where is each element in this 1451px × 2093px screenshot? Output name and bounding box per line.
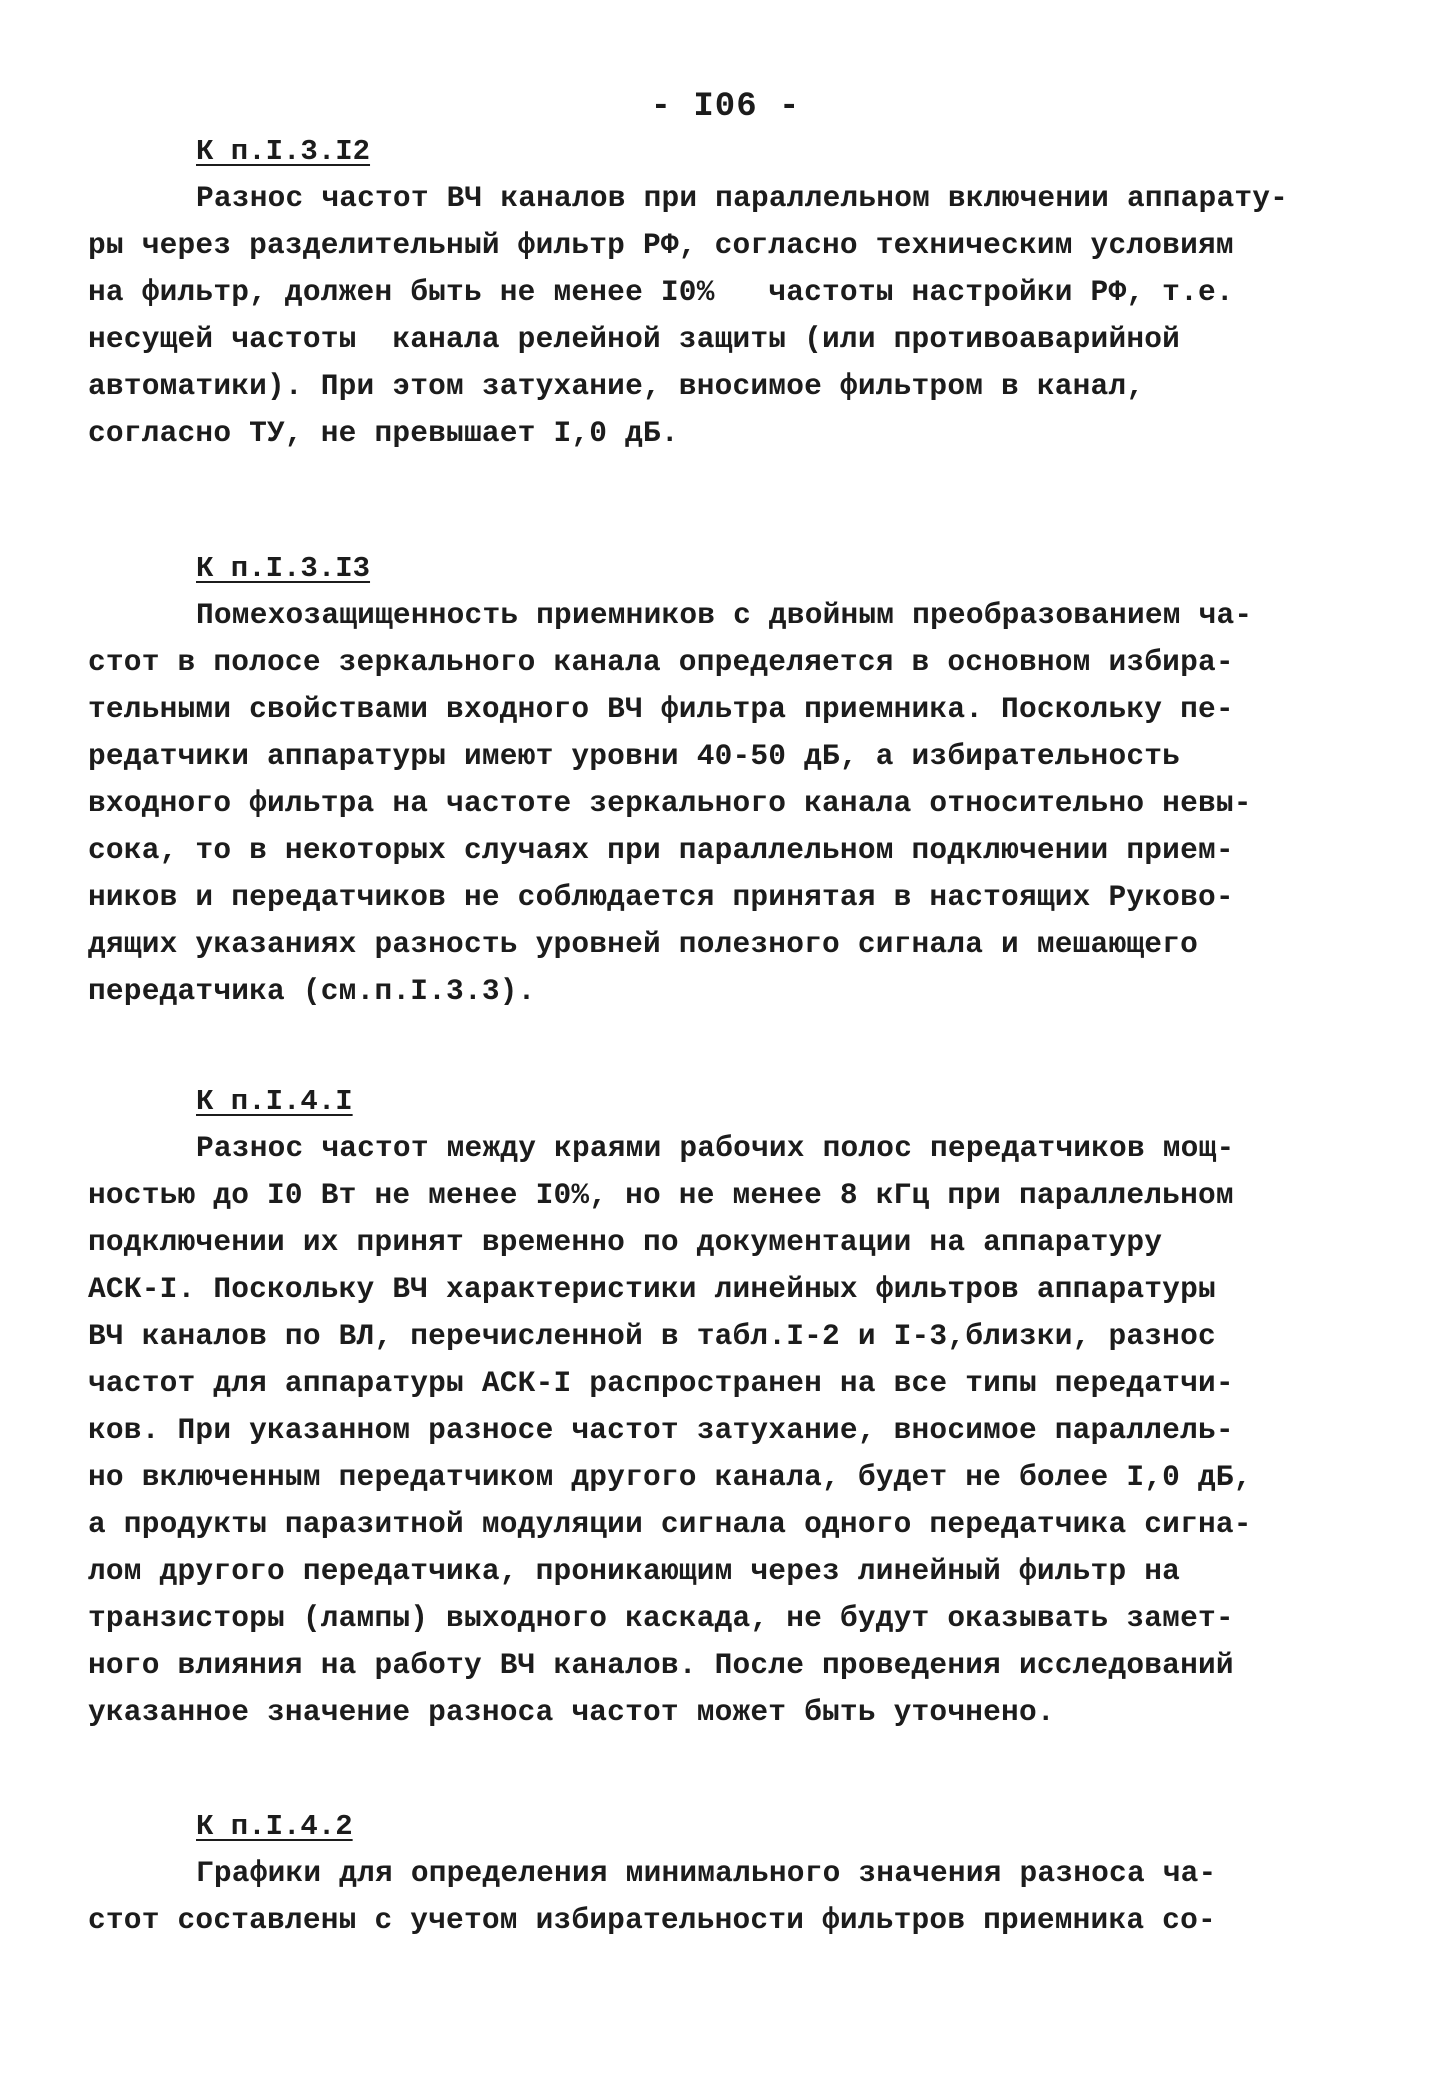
text-line: тельными свойствами входного ВЧ фильтра приемника. Поскольку пе-	[88, 692, 1234, 726]
text-line: ВЧ каналов по ВЛ, перечисленной в табл.I-2 и I-3,близки, разнос	[88, 1319, 1216, 1353]
text-line: Помехозащищенность приемников с двойным преобразованием ча-	[196, 598, 1253, 632]
text-line: согласно ТУ, не превышает I,0 дБ.	[88, 416, 679, 450]
text-line: входного фильтра на частоте зеркального канала относительно невы-	[88, 786, 1252, 820]
text-line: транзисторы (лампы) выходного каскада, не будут оказывать замет-	[88, 1601, 1234, 1635]
text-line: ностью до I0 Вт не менее I0%, но не менее 8 кГц при параллельном	[88, 1178, 1234, 1212]
text-line: ры через разделительный фильтр РФ, согласно техническим условиям	[88, 228, 1234, 262]
text-line: стот составлены с учетом избирательности фильтров приемника со-	[88, 1903, 1216, 1937]
text-line: ков. При указанном разносе частот затухание, вносимое параллель-	[88, 1413, 1234, 1447]
text-line: АСК-I. Поскольку ВЧ характеристики линейных фильтров аппаратуры	[88, 1272, 1216, 1306]
section-heading: К п.I.4.I	[196, 1085, 353, 1118]
section-1-3-12	[88, 128, 1348, 457]
section-heading: К п.I.3.I3	[196, 552, 371, 585]
text-line: передатчика (см.п.I.3.3).	[88, 974, 536, 1008]
text-line: несущей частоты канала релейной защиты (или противоаварийной	[88, 322, 1181, 356]
text-line: Разнос частот между краями рабочих полос передатчиков мощ-	[196, 1131, 1235, 1165]
text-line: Графики для определения минимального значения разноса ча-	[196, 1856, 1217, 1890]
section-1-4-2	[88, 1803, 1348, 1944]
text-line: сока, то в некоторых случаях при параллельном подключении прием-	[88, 833, 1234, 867]
text-line: редатчики аппаратуры имеют уровни 40-50 дБ, а избирательность	[88, 739, 1181, 773]
section-1-3-13	[88, 545, 1348, 1015]
text-line: Разнос частот ВЧ каналов при параллельном включении аппарату-	[196, 181, 1289, 215]
section-1-4-1	[88, 1078, 1348, 1736]
text-line: дящих указаниях разность уровней полезного сигнала и мешающего	[88, 927, 1198, 961]
text-line: указанное значение разноса частот может быть уточнено.	[88, 1695, 1055, 1729]
text-line: на фильтр, должен быть не менее I0% частоты настройки РФ, т.е.	[88, 275, 1234, 309]
text-line: ников и передатчиков не соблюдается принятая в настоящих Руково-	[88, 880, 1234, 914]
text-line: а продукты паразитной модуляции сигнала одного передатчика сигна-	[88, 1507, 1252, 1541]
text-line: подключении их принят временно по документации на аппаратуру	[88, 1225, 1163, 1259]
text-line: частот для аппаратуры АСК-I распространен на все типы передатчи-	[88, 1366, 1234, 1400]
text-line: но включенным передатчиком другого канала, будет не более I,0 дБ,	[88, 1460, 1252, 1494]
text-line: ного влияния на работу ВЧ каналов. После проведения исследований	[88, 1648, 1234, 1682]
text-line: стот в полосе зеркального канала определяется в основном избира-	[88, 645, 1234, 679]
section-heading: К п.I.4.2	[196, 1810, 353, 1843]
page-number: - I06 -	[650, 88, 801, 126]
text-line: автоматики). При этом затухание, вносимое фильтром в канал,	[88, 369, 1145, 403]
text-line: лом другого передатчика, проникающим через линейный фильтр на	[88, 1554, 1181, 1588]
section-heading: К п.I.3.I2	[196, 135, 371, 168]
